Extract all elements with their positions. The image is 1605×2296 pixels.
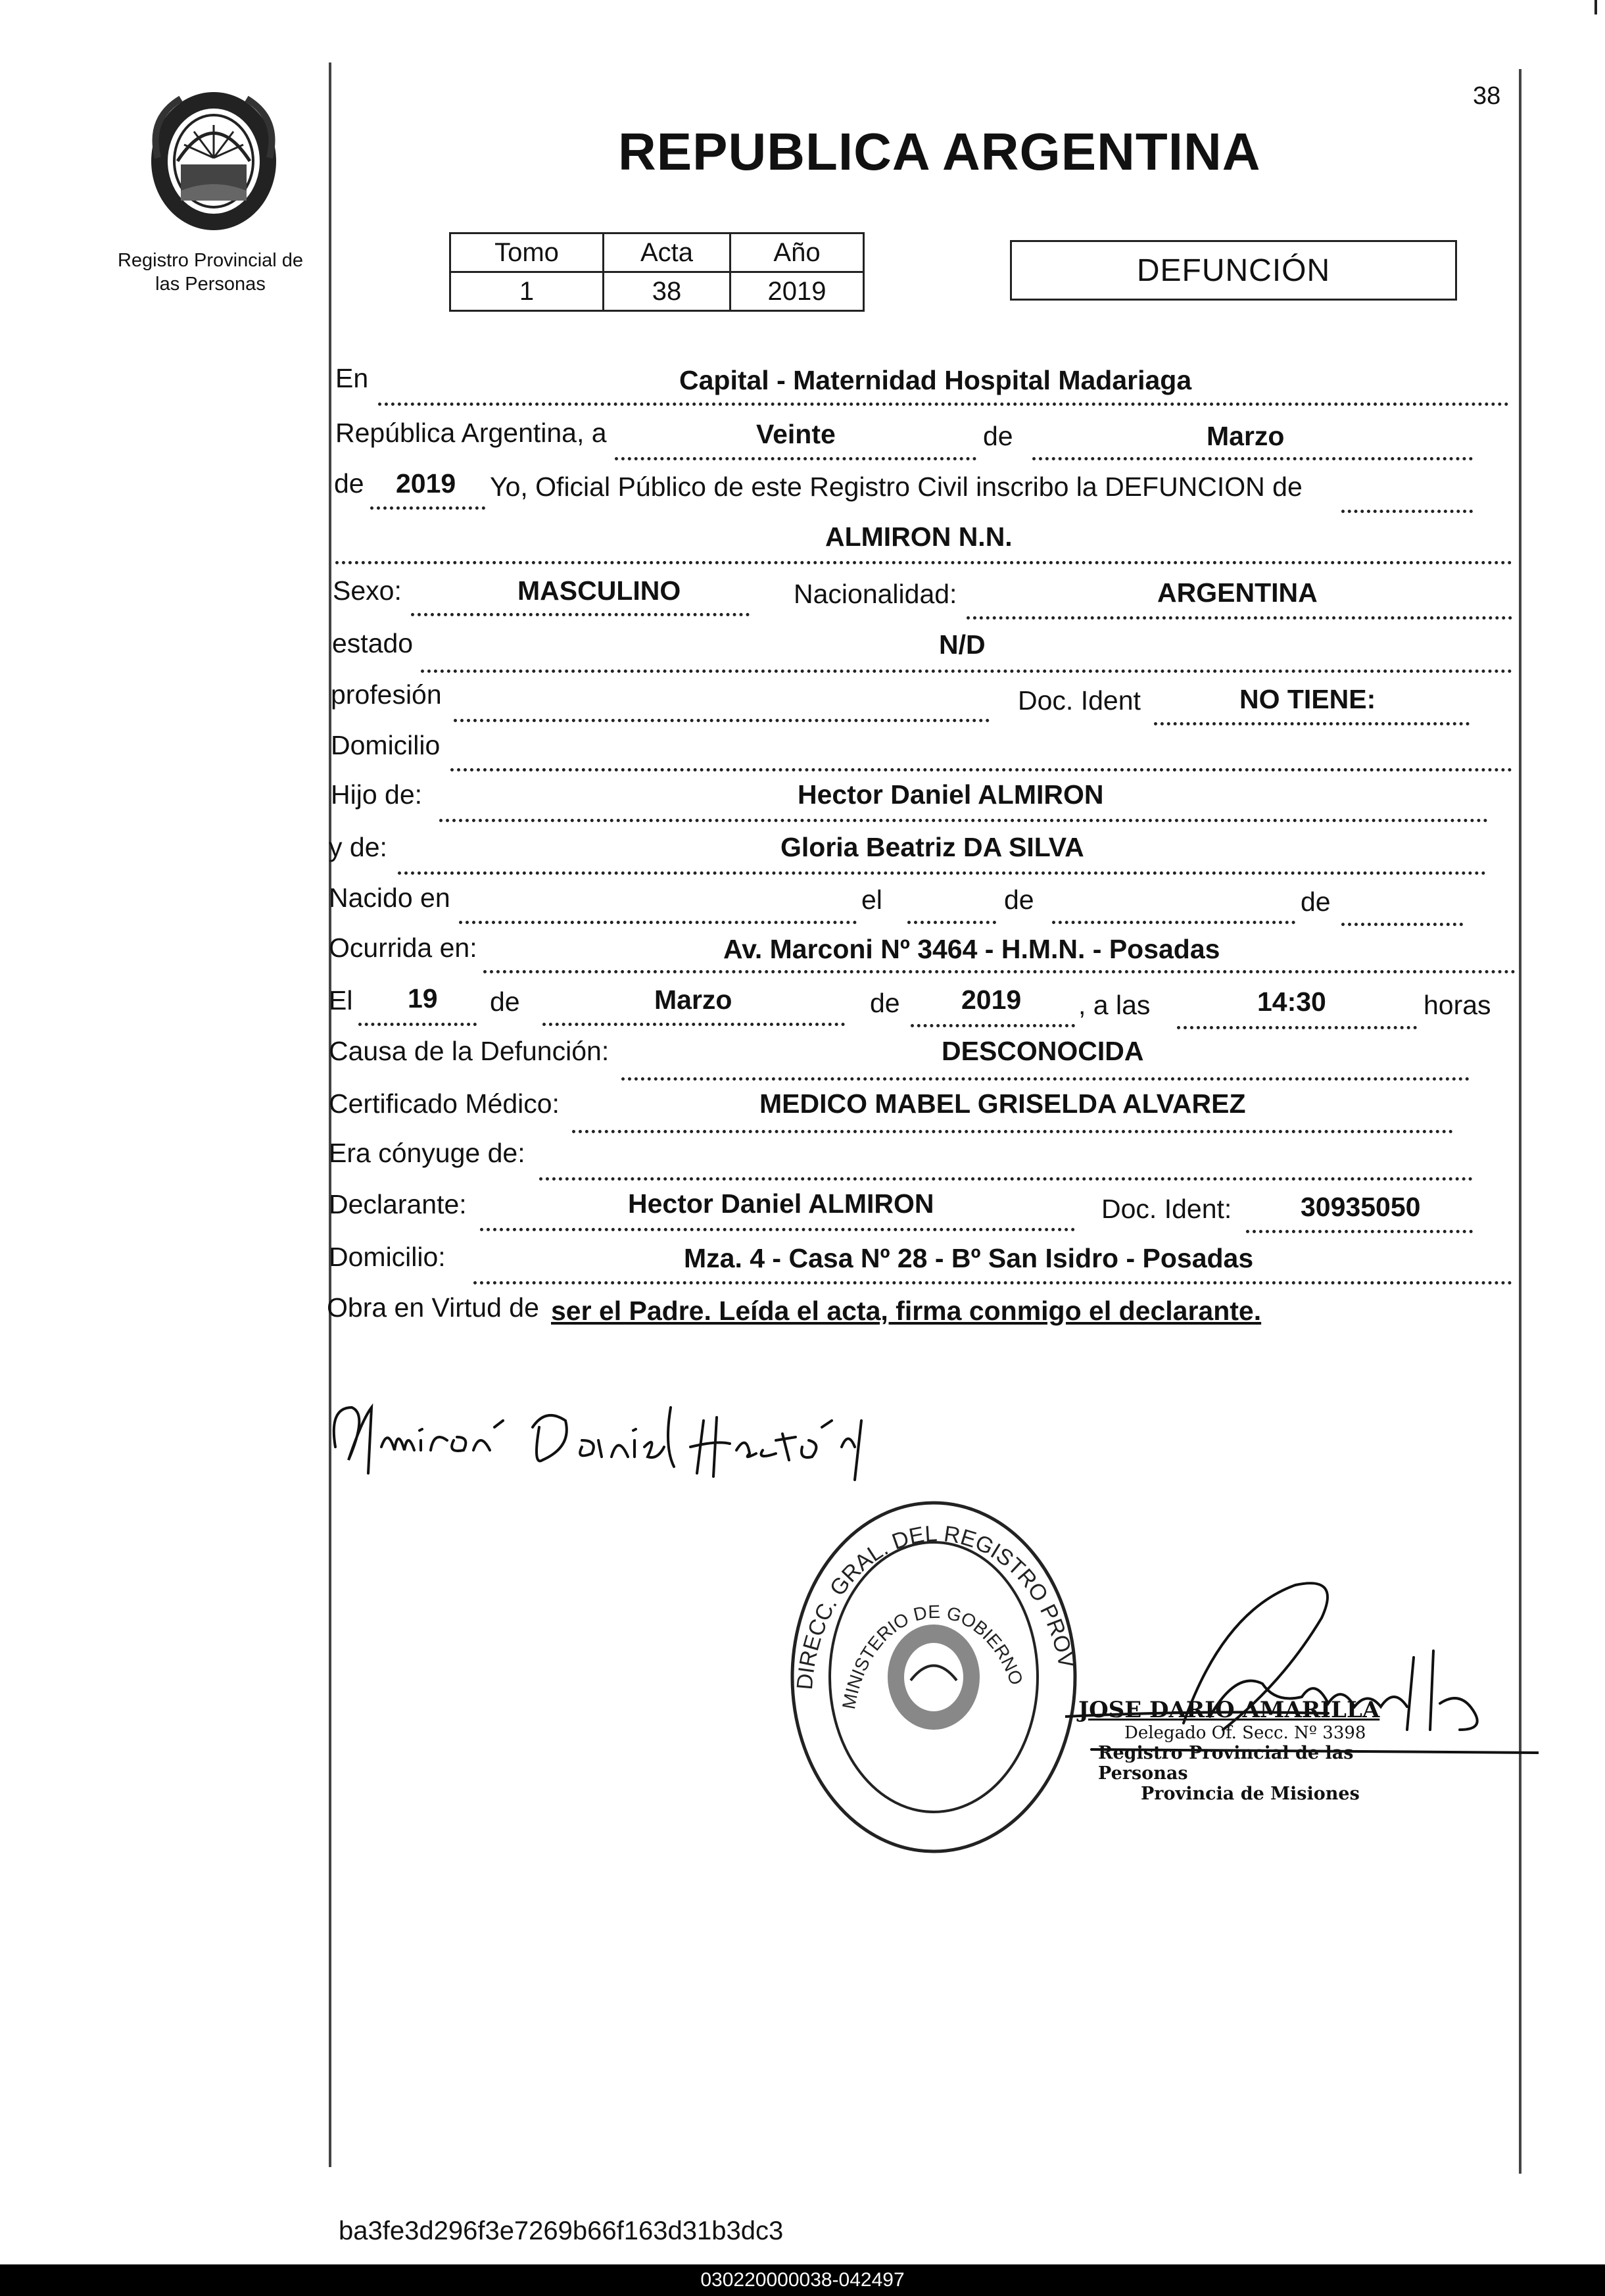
dotted-line (539, 1177, 1473, 1181)
dotted-line (421, 670, 1512, 673)
dotted-line (1246, 1230, 1473, 1233)
horas-label: horas (1424, 990, 1491, 1020)
dotted-line (398, 871, 1486, 875)
agency-caption: Registro Provincial de las Personas (117, 250, 304, 295)
certificado-value: MEDICO MABEL GRISELDA ALVAREZ (759, 1088, 1246, 1119)
dotted-line (439, 819, 1488, 822)
document-hash: ba3fe3d296f3e7269b66f163d31b3dc3 (339, 2216, 784, 2245)
table-header-tomo: Tomo (450, 233, 604, 272)
dotted-line (370, 506, 485, 510)
table-value-acta: 38 (604, 272, 731, 311)
official-agency: Registro Provincial de las Personas (1098, 1743, 1354, 1784)
country-title: REPUBLICA ARGENTINA (618, 122, 1261, 181)
obra-text: ser el Padre. Leída el acta, firma conmigo el declarante. (551, 1296, 1262, 1326)
table-value-tomo: 1 (450, 272, 604, 311)
doc-ident-label: Doc. Ident (1018, 685, 1141, 716)
death-year-value: 2019 (961, 985, 1022, 1015)
declarant-signature (322, 1368, 914, 1500)
sexo-value: MASCULINO (517, 575, 681, 606)
death-month-value: Marzo (654, 985, 732, 1015)
domicilio-label: Domicilio (331, 730, 441, 760)
nacionalidad-label: Nacionalidad: (794, 579, 957, 609)
dotted-line (907, 921, 996, 924)
conyuge-label: Era cónyuge de: (329, 1138, 525, 1168)
el2-label: El (329, 985, 353, 1015)
estado-label: estado (332, 628, 414, 658)
dotted-line (967, 616, 1512, 620)
dotted-line (483, 970, 1516, 973)
en-label: En (335, 363, 369, 393)
hijo-label: Hijo de: (331, 779, 423, 810)
estado-value: N/D (939, 629, 986, 660)
dotted-line (615, 457, 976, 460)
month-value: Marzo (1207, 421, 1285, 451)
official-title: Delegado Of. Secc. Nº 3398 (1124, 1723, 1366, 1743)
de2-label: de (334, 468, 364, 499)
record-table (449, 232, 865, 312)
de3-label: de (1004, 885, 1034, 915)
dotted-line (450, 768, 1512, 771)
official-name: JOSE DARIO AMARILLA (1078, 1697, 1380, 1723)
stamp-inner-text: MINISTERIO DE GOBIERNO (838, 1601, 1028, 1711)
ocurrida-value: Av. Marconi Nº 3464 - H.M.N. - Posadas (723, 934, 1220, 964)
nacido-label: Nacido en (329, 883, 450, 913)
dotted-line (1177, 1026, 1417, 1029)
dotted-line (621, 1077, 1470, 1081)
day-words-value: Veinte (756, 419, 836, 449)
stamp-ring-text: DIRECC. GRAL. DEL REGISTRO PROV (792, 1521, 1079, 1691)
table-header-acta: Acta (604, 233, 731, 272)
ocurrida-label: Ocurrida en: (329, 933, 477, 963)
dotted-line (1032, 457, 1473, 460)
barcode-bar (0, 2264, 1605, 2296)
de4-label: de (1301, 887, 1331, 917)
dotted-line (1052, 921, 1295, 924)
official-province: Provincia de Misiones (1141, 1784, 1360, 1804)
official-stamp (782, 1493, 1085, 1861)
corner-mark (1594, 0, 1597, 14)
causa-value: DESCONOCIDA (942, 1036, 1144, 1066)
domicilio2-label: Domicilio: (329, 1242, 446, 1272)
province-seal-logo (141, 79, 286, 237)
table-header-anio: Año (731, 233, 864, 272)
de-label: de (983, 421, 1013, 451)
causa-label: Causa de la Defunción: (329, 1036, 610, 1066)
dotted-line (572, 1130, 1453, 1133)
statement-text: Yo, Oficial Público de este Registro Civil inscribo la DEFUNCION de (490, 472, 1303, 502)
dotted-line (1341, 923, 1463, 926)
dotted-line (335, 561, 1512, 564)
dotted-line (911, 1024, 1075, 1027)
document-type: DEFUNCIÓN (1136, 253, 1331, 288)
certificado-label: Certificado Médico: (329, 1088, 560, 1119)
obra-label: Obra en Virtud de (327, 1292, 539, 1323)
barcode-number: 030220000038-042497 (700, 2269, 905, 2291)
republica-label: República Argentina, a (335, 418, 607, 448)
dotted-line (1154, 722, 1470, 725)
el-label: el (861, 885, 882, 915)
official-name-block (1078, 1697, 1447, 1804)
dotted-line (454, 719, 990, 722)
place-value: Capital - Maternidad Hospital Madariaga (679, 365, 1192, 395)
table-value-anio: 2019 (731, 272, 864, 311)
page-number: 38 (1473, 82, 1501, 110)
declarante-value: Hector Daniel ALMIRON (628, 1188, 934, 1219)
dotted-line (1341, 510, 1473, 513)
death-day-value: 19 (408, 983, 438, 1014)
dotted-line (480, 1228, 1075, 1231)
doc-ident-value: NO TIENE: (1239, 684, 1376, 714)
death-time-value: 14:30 (1257, 987, 1326, 1017)
dotted-line (473, 1281, 1512, 1284)
dotted-line (378, 403, 1509, 406)
right-border-line (1519, 69, 1521, 2174)
declarante-label: Declarante: (329, 1189, 467, 1219)
dotted-line (542, 1023, 845, 1026)
mother-value: Gloria Beatriz DA SILVA (780, 832, 1084, 862)
sexo-label: Sexo: (333, 575, 402, 606)
dotted-line (459, 921, 857, 924)
profesion-label: profesión (331, 679, 442, 710)
alas-label: , a las (1078, 990, 1151, 1020)
dotted-line (411, 613, 750, 616)
year-value: 2019 (396, 468, 456, 499)
father-value: Hector Daniel ALMIRON (798, 779, 1104, 810)
de5-label: de (490, 987, 520, 1017)
declarante-doc-value: 30935050 (1301, 1192, 1421, 1222)
yde-label: y de: (329, 832, 387, 862)
declarante-domicilio-value: Mza. 4 - Casa Nº 28 - Bº San Isidro - Posadas (684, 1243, 1254, 1273)
nacionalidad-value: ARGENTINA (1157, 577, 1318, 608)
deceased-name-value: ALMIRON N.N. (825, 522, 1013, 552)
dotted-line (358, 1023, 477, 1026)
de6-label: de (870, 988, 900, 1018)
document-type-box (1010, 240, 1457, 301)
doc-ident2-label: Doc. Ident: (1101, 1194, 1232, 1224)
